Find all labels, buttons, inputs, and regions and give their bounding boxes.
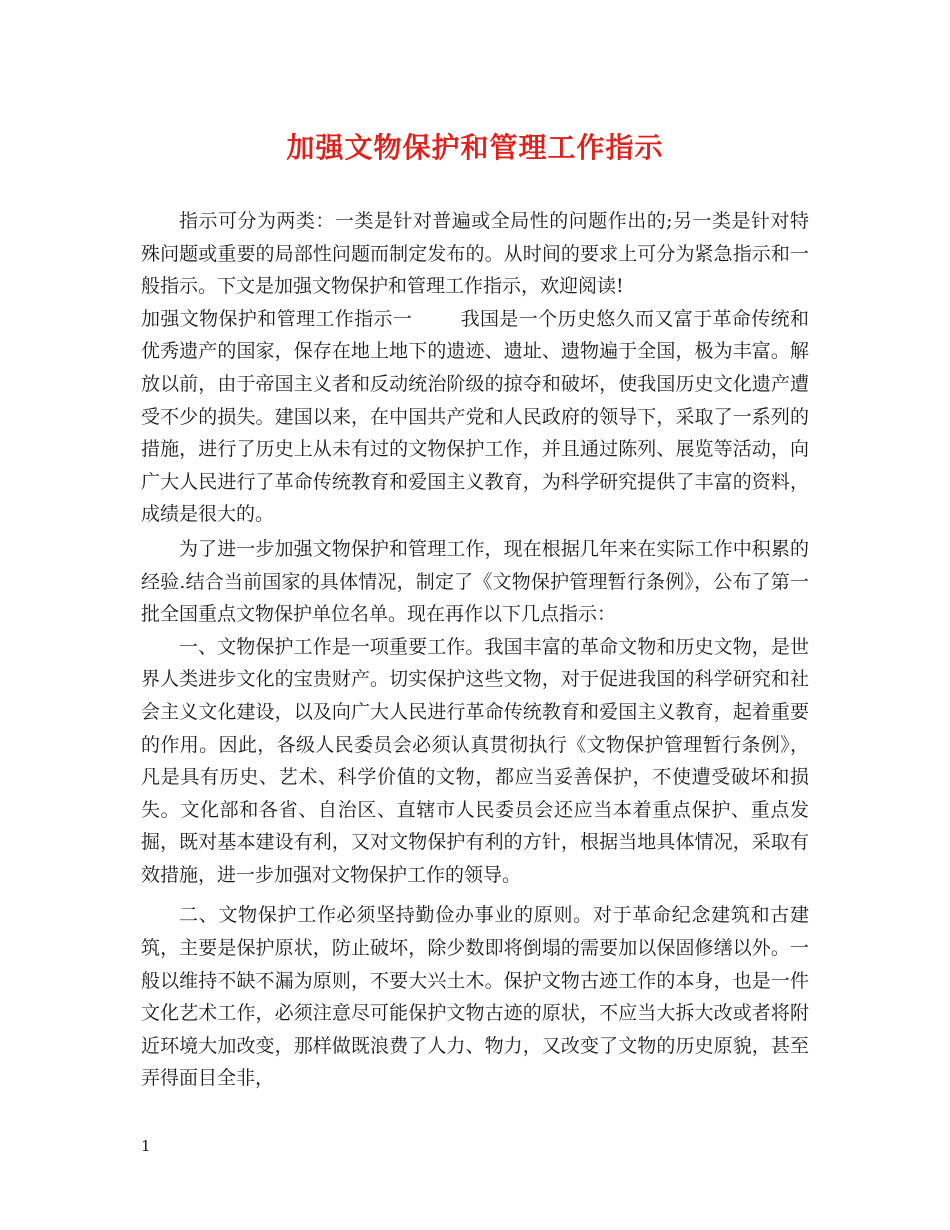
paragraph-3: 一、文物保护工作是一项重要工作。我国丰富的革命文物和历史文物，是世界人类进步文化的宝贵财产。切实保护这些文物，对于促进我国的科学研究和社会主义文化建设，以及向广大人民进行革命传统教育和爱国主义教育，起着重要的作用。因此，各级人民委员会必须认真贯彻执行《文物保护管理暂行条例》，凡是具有历史、艺术、科学价值的文物，都应当妥善保护，不使遭受破坏和损失。文化部和各省、自治区、直辖市人民委员会还应当本着重点保护、重点发掘，既对基本建设有利，又对文物保护有利的方针，根据当地具体情况，采取有效措施，进一步加强对文物保护工作的领导。 [141, 635, 809, 886]
document-body [141, 205, 809, 1095]
section-one-paragraph [141, 303, 809, 531]
paragraph-4: 二、文物保护工作必须坚持勤俭办事业的原则。对于革命纪念建筑和古建筑，主要是保护原状，防止破坏，除少数即将倒塌的需要加以保固修缮以外。一般以维持不缺不漏为原则，不要大兴土木。保护文物古迹工作的本身，也是一件文化艺术工作，必须注意尽可能保护文物古迹的原状，不应当大拆大改或者将附近环境大加改变，那样做既浪费了人力、物力，又改变了文物的历史原貌，甚至弄得面目全非， [141, 904, 809, 1090]
section-heading: 加强文物保护和管理工作指示一 [141, 307, 413, 330]
intro-paragraph: 指示可分为两类：一类是针对普遍或全局性的问题作出的;另一类是针对特殊问题或重要的局部性问题而制定发布的。从时间的要求上可分为紧急指示和一般指示。下文是加强文物保护和管理工作指示，欢迎阅读! [141, 210, 809, 298]
page-number: 1 [141, 1137, 151, 1155]
document-title: 加强文物保护和管理工作指示 [286, 131, 664, 164]
section-first-paragraph: 我国是一个历史悠久而又富于革命传统和优秀遗产的国家，保存在地上地下的遗迹、遗址、遗物遍于全国，极为丰富。解放以前，由于帝国主义者和反动统治阶级的掠夺和破坏，使我国历史文化遗产遭受不少的损失。建国以来，在中国共产党和人民政府的领导下，采取了一系列的措施，进行了历史上从未有过的文物保护工作，并且通过陈列、展览等活动，向广大人民进行了革命传统教育和爱国主义教育，为科学研究提供了丰富的资料，成绩是很大的。 [141, 307, 809, 526]
paragraph-2: 为了进一步加强文物保护和管理工作，现在根据几年来在实际工作中积累的经验.结合当前国家的具体情况，制定了《文物保护管理暂行条例》，公布了第一批全国重点文物保护单位名单。现在再作以下几点指示： [141, 537, 809, 626]
